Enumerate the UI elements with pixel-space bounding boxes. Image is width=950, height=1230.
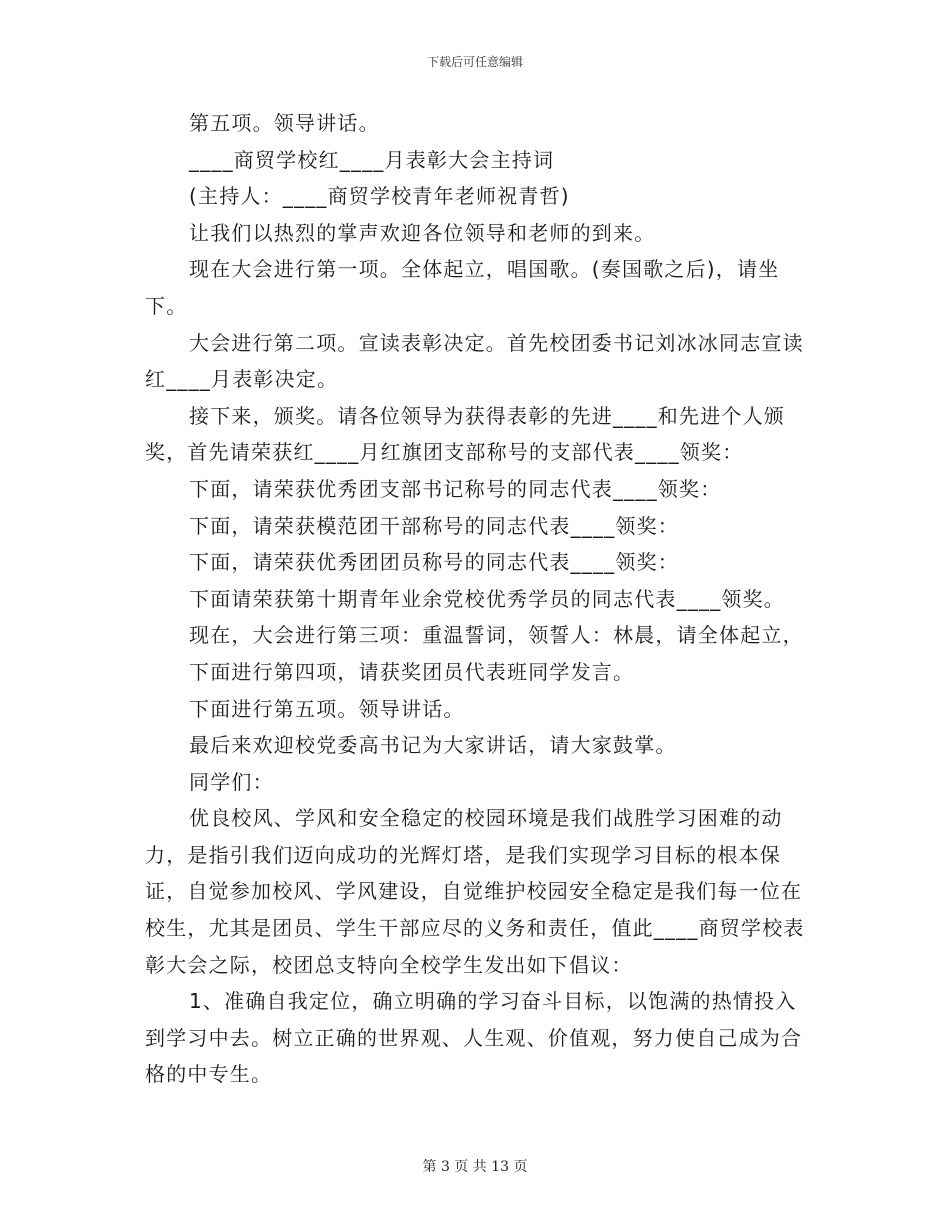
paragraph: 大会进行第二项。宣读表彰决定。首先校团委书记刘冰冰同志宣读红____月表彰决定。 — [145, 330, 804, 392]
paragraph: 1、准确自我定位，确立明确的学习奋斗目标，以饱满的热情投入到学习中去。树立正确的世界观、人生观、价值观，努力使自己成为合格的中专生。 — [145, 989, 803, 1087]
paragraph: 第五项。领导讲话。 — [189, 111, 380, 135]
header-note: 下载后可任意编辑 — [426, 55, 523, 69]
paragraph: 接下来，颁奖。请各位领导为获得表彰的先进____和先进个人颁奖，首先请荣获红____月红旗团支部称号的支部代表____领奖： — [145, 403, 785, 465]
paragraph: 下面，请荣获优秀团支部书记称号的同志代表____领奖： — [189, 476, 722, 501]
paragraph: 最后来欢迎校党委高书记为大家讲话，请大家鼓掌。 — [189, 733, 677, 758]
paragraph: 优良校风、学风和安全稳定的校园环境是我们战胜学习困难的动力，是指引我们迈向成功的光辉灯塔，是我们实现学习目标的根本保证，自觉参加校风、学风建设，自觉维护校园安全稳定是我们每一位在校生，尤其是团员、学生干部应尽的义务和责任，值此____商贸学校表彰大会之际，校团总支特向全校学生发出如下倡议： — [145, 806, 805, 977]
paragraph: 让我们以热烈的掌声欢迎各位领导和老师的到来。 — [189, 220, 656, 245]
paragraph: 下面，请荣获优秀团团员称号的同志代表____领奖： — [189, 550, 679, 575]
paragraph: ____商贸学校红____月表彰大会主持词 — [189, 147, 555, 172]
paragraph: (主持人：____商贸学校青年老师祝青哲) — [189, 184, 570, 209]
document-body — [145, 105, 815, 1093]
paragraph: 同学们： — [189, 769, 274, 794]
paragraph: 现在大会进行第一项。全体起立，唱国歌。(奏国歌之后)，请坐下。 — [145, 257, 780, 318]
paragraph: 下面，请荣获模范团干部称号的同志代表____领奖： — [189, 513, 679, 538]
paragraph: 下面进行第五项。领导讲话。 — [189, 696, 465, 721]
paragraph: 下面请荣获第十期青年业余党校优秀学员的同志代表____领奖。 — [189, 586, 785, 611]
paragraph: 下面进行第四项，请获奖团员代表班同学发言。 — [189, 659, 635, 684]
paragraph: 现在，大会进行第三项：重温誓词，领誓人：林晨，请全体起立， — [189, 623, 804, 648]
page-number-footer: 第 3 页 共 13 页 — [422, 1159, 528, 1175]
